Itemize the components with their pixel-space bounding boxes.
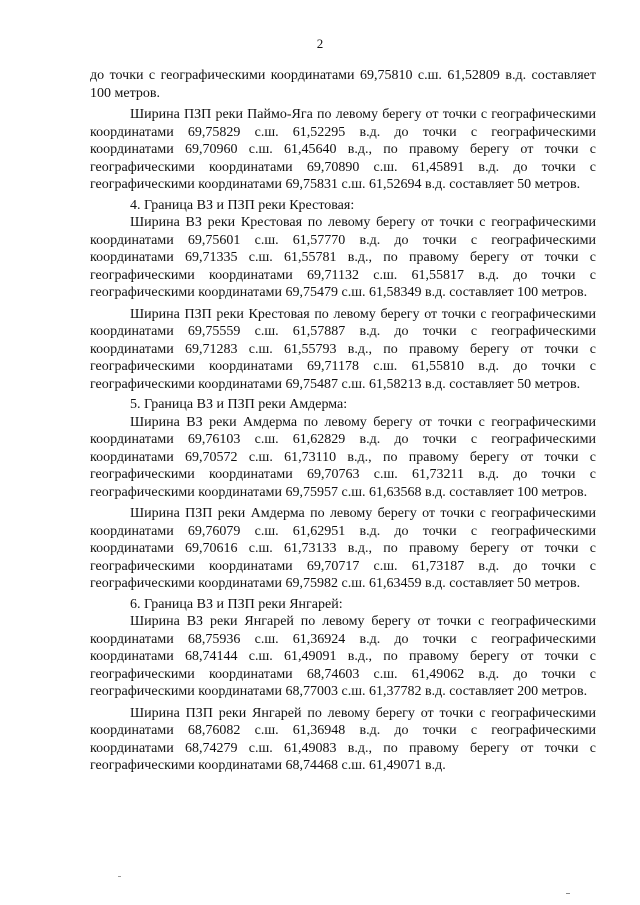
section-heading: 6. Граница ВЗ и ПЗП реки Янгарей:	[130, 596, 343, 612]
paragraph: Ширина ВЗ реки Янгарей по левому берегу от точки с географическими координатами 68,75936 с.ш. 61,36924 в.д. до точки с географическими координатами 68,74144 с.ш. 61,49091 в.д., по правому берегу от точки с географическими координатами 68,74603 с.ш. 61,49062 в.д. до точки с географическими координатами 68,77003 с.ш. 61,37782 в.д. составляет 200 метров.	[90, 614, 596, 699]
paragraph: Ширина ПЗП реки Амдерма по левому берегу от точки с географическими координатами 69,76079 с.ш. 61,62951 в.д. до точки с географическими координатами 69,70616 с.ш. 61,73133 в.д., по правому берегу от точки с географическими координатами 69,70717 с.ш. 61,73187 в.д. до точки с географическими координатами 69,75982 с.ш. 61,63459 в.д. составляет 50 метров.	[90, 506, 596, 591]
document-body	[90, 67, 596, 775]
paragraph: Ширина ВЗ реки Амдерма по левому берегу от точки с географическими координатами 69,76103 с.ш. 61,62829 в.д. до точки с географическими координатами 69,70572 с.ш. 61,73110 в.д., по правому берегу от точки с географическими координатами 69,70763 с.ш. 61,73211 в.д. до точки с географическими координатами 69,75957 с.ш. 61,63568 в.д. составляет 100 метров.	[90, 414, 596, 500]
paragraph: Ширина ПЗП реки Крестовая по левому берегу от точки с географическими координатами 69,75559 с.ш. 61,57887 в.д. до точки с географическими координатами 69,71283 с.ш. 61,55793 в.д., по правому берегу от точки с географическими координатами 69,71178 с.ш. 61,55810 в.д. до точки с географическими координатами 69,75487 с.ш. 61,58213 в.д. составляет 50 метров.	[90, 306, 596, 392]
scan-speck	[118, 876, 121, 877]
paragraph: до точки с географическими координатами 69,75810 с.ш. 61,52809 в.д. составляет 100 метров.	[90, 68, 596, 101]
paragraph: Ширина ПЗП реки Янгарей по левому берегу от точки с географическими координатами 68,76082 с.ш. 61,36948 в.д. до точки с географическими координатами 68,74279 с.ш. 61,49083 в.д., по правому берегу от точки с географическими координатами 68,74468 с.ш. 61,49071 в.д.	[90, 705, 596, 773]
paragraph: Ширина ВЗ реки Крестовая по левому берегу от точки с географическими координатами 69,75601 с.ш. 61,57770 в.д. до точки с географическими координатами 69,71335 с.ш. 61,55781 в.д., по правому берегу от точки с географическими координатами 69,71132 с.ш. 61,55817 в.д. до точки с географическими координатами 69,75479 с.ш. 61,58349 в.д. составляет 100 метров.	[90, 215, 596, 300]
scan-speck	[566, 893, 570, 894]
section-heading: 5. Граница ВЗ и ПЗП реки Амдерма:	[130, 397, 348, 412]
page-number: 2	[316, 36, 324, 51]
section-heading: 4. Граница ВЗ и ПЗП реки Крестовая:	[130, 197, 355, 213]
paragraph: Ширина ПЗП реки Паймо-Яга по левому берегу от точки с географическими координатами 69,75829 с.ш. 61,52295 в.д. до точки с географическими координатами 69,70960 с.ш. 61,45640 в.д., по правому берегу от точки с географическими координатами 69,70890 с.ш. 61,45891 в.д. до точки с географическими координатами 69,75831 с.ш. 61,52694 в.д. составляет 50 метров.	[90, 107, 596, 192]
